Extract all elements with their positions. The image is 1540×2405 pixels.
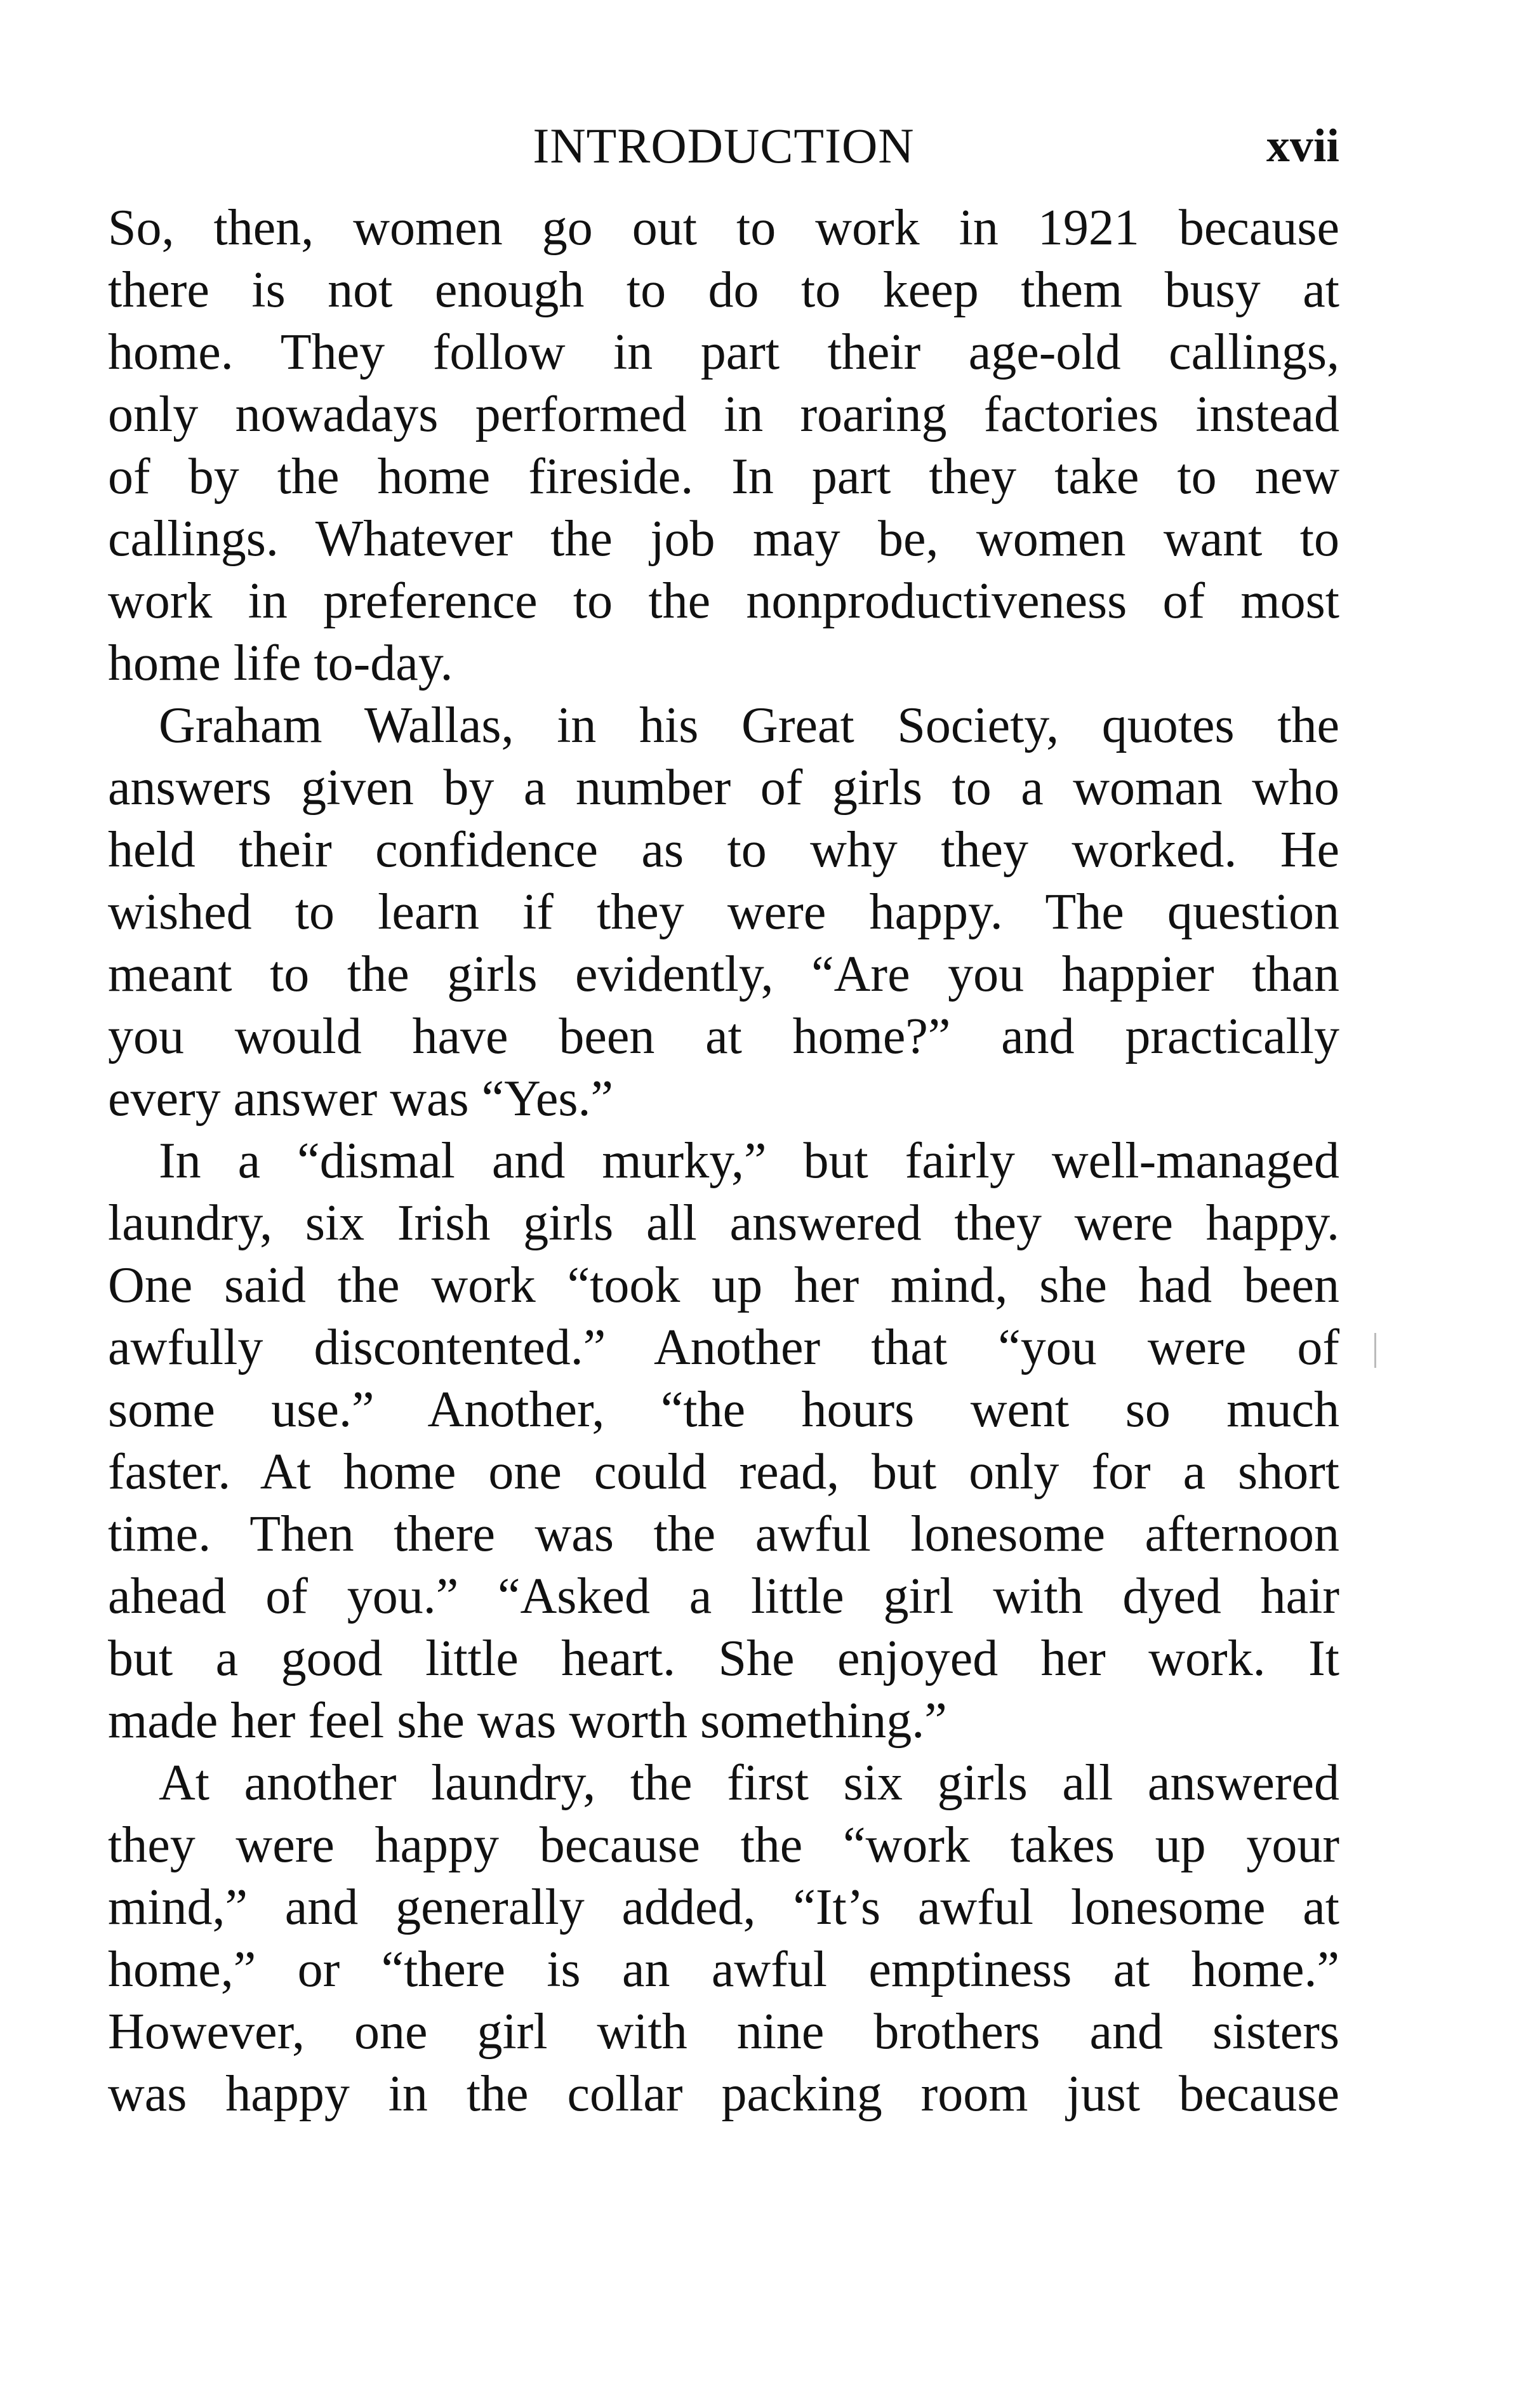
- text-line: you would have been at home?” and practically: [108, 1009, 1339, 1064]
- text-line: made her feel she was worth something.”: [108, 1693, 947, 1749]
- text-line: callings. Whatever the job may be, women want to: [108, 511, 1339, 567]
- text-line: every answer was “Yes.”: [108, 1071, 614, 1127]
- body-text: [108, 197, 1339, 2125]
- text-line: home. They follow in part their age-old callings,: [108, 324, 1339, 380]
- text-line: home life to-day.: [108, 635, 453, 691]
- text-line: However, one girl with nine brothers and sisters: [108, 2004, 1339, 2060]
- text-line: At another laundry, the first six girls all answered: [159, 1755, 1339, 1811]
- text-line: So, then, women go out to work in 1921 because: [108, 200, 1339, 256]
- text-line: time. Then there was the awful lonesome afternoon: [108, 1506, 1339, 1562]
- text-line: but a good little heart. She enjoyed her work. It: [108, 1631, 1339, 1686]
- text-line: answers given by a number of girls to a woman who: [108, 760, 1339, 816]
- page-header: [108, 111, 1339, 181]
- text-line: meant to the girls evidently, “Are you happier than: [108, 946, 1339, 1002]
- text-line: mind,” and generally added, “It’s awful lonesome at: [108, 1879, 1339, 1935]
- text-line: home,” or “there is an awful emptiness at home.”: [108, 1942, 1339, 1998]
- text-line: was happy in the collar packing room just because: [108, 2066, 1339, 2122]
- text-line: some use.” Another, “the hours went so much: [108, 1382, 1339, 1438]
- text-line: faster. At home one could read, but only for a short: [108, 1444, 1339, 1500]
- running-head: INTRODUCTION: [533, 118, 915, 173]
- text-line: In a “dismal and murky,” but fairly well-managed: [159, 1133, 1339, 1189]
- text-line: laundry, six Irish girls all answered they were happy.: [108, 1195, 1339, 1251]
- page-number: xvii: [1266, 120, 1339, 172]
- text-line: ahead of you.” “Asked a little girl with dyed hair: [108, 1568, 1339, 1624]
- text-line: only nowadays performed in roaring factories instead: [108, 387, 1339, 442]
- text-line: Graham Wallas, in his Great Society, quotes the: [159, 698, 1339, 753]
- text-line: work in preference to the nonproductiveness of most: [108, 573, 1339, 629]
- text-line: held their confidence as to why they worked. He: [108, 822, 1339, 878]
- text-line: One said the work “took up her mind, she had been: [108, 1257, 1339, 1313]
- text-line: of by the home fireside. In part they take to new: [108, 449, 1339, 505]
- text-line: wished to learn if they were happy. The question: [108, 884, 1339, 940]
- text-line: there is not enough to do to keep them busy at: [108, 262, 1339, 318]
- text-line: awfully discontented.” Another that “you were of: [108, 1320, 1339, 1375]
- margin-mark: [1374, 1333, 1376, 1368]
- text-line: they were happy because the “work takes up your: [108, 1817, 1339, 1873]
